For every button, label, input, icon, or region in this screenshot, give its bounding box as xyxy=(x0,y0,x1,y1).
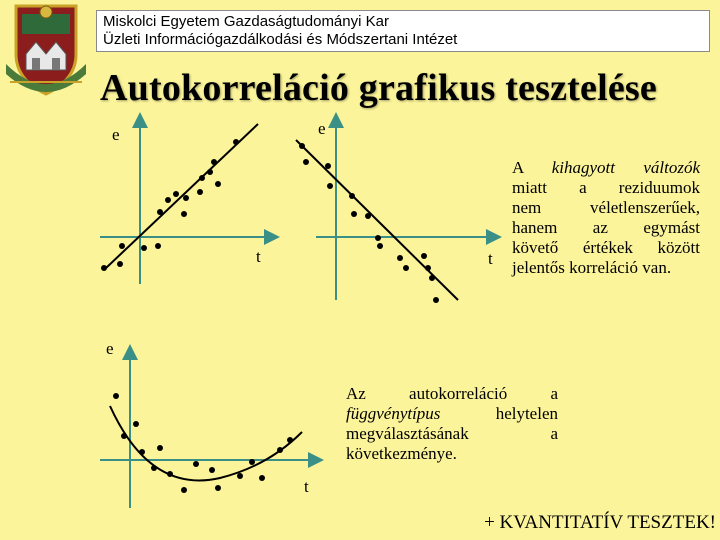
dots3-point-10 xyxy=(215,485,221,491)
form-function-type: függvénytípus xyxy=(346,404,441,423)
dots2-point-2 xyxy=(325,163,331,169)
plot-negative-trend xyxy=(296,119,494,303)
dots2-point-5 xyxy=(351,211,357,217)
plot3-curve xyxy=(110,406,302,480)
dots1-point-6 xyxy=(165,197,171,203)
dots3-point-2 xyxy=(133,421,139,427)
dots1-point-11 xyxy=(197,189,203,195)
dots3-point-3 xyxy=(139,449,145,455)
dots2-point-3 xyxy=(327,183,333,189)
dots3-point-5 xyxy=(157,445,163,451)
dots1-point-0 xyxy=(101,265,107,271)
dots2-point-10 xyxy=(403,265,409,271)
dots1-point-4 xyxy=(155,243,161,249)
explanation-line-4: hanem az egymást xyxy=(512,218,700,237)
dots2-point-8 xyxy=(377,243,383,249)
dots3-point-13 xyxy=(259,475,265,481)
dots1-point-13 xyxy=(207,169,213,175)
dots1-point-10 xyxy=(199,175,205,181)
plot1-e-label: e xyxy=(112,125,120,144)
dots3-point-14 xyxy=(277,447,283,453)
plot3-residual-points xyxy=(113,393,293,493)
dots2-point-11 xyxy=(421,253,427,259)
dots2-point-6 xyxy=(365,213,371,219)
dots1-point-9 xyxy=(181,211,187,217)
dots2-point-9 xyxy=(397,255,403,261)
slide-title: Autokorreláció grafikus tesztelése xyxy=(100,67,657,109)
dots3-point-4 xyxy=(151,465,157,471)
explanation-autocorrelation xyxy=(512,158,700,278)
institute-name: Üzleti Információgazdálkodási és Módszertani Intézet xyxy=(103,31,458,48)
plot1-residual-points xyxy=(101,139,239,271)
dots3-point-7 xyxy=(181,487,187,493)
dots2-point-13 xyxy=(429,275,435,281)
explanation-word-a: A xyxy=(512,158,524,177)
dots3-point-6 xyxy=(167,471,173,477)
dots1-point-7 xyxy=(173,191,179,197)
plot3-e-label: e xyxy=(106,339,114,358)
dots3-point-0 xyxy=(113,393,119,399)
explanation-functional-form xyxy=(346,384,558,464)
plot1-t-label: t xyxy=(256,247,261,266)
dots1-point-8 xyxy=(183,195,189,201)
dots1-point-2 xyxy=(117,261,123,267)
dots1-point-1 xyxy=(119,243,125,249)
explanation-line-5: követő értékek között xyxy=(512,238,700,257)
explanation-line-3: nem véletlenszerűek, xyxy=(512,198,700,217)
plot2-residual-points xyxy=(299,143,439,303)
dots2-point-0 xyxy=(299,143,305,149)
form-line-3: megválasztásának a xyxy=(346,424,558,443)
plot1-trend-line xyxy=(106,124,258,268)
form-line-4: következménye. xyxy=(346,444,457,463)
dots3-point-1 xyxy=(121,433,127,439)
dots3-point-8 xyxy=(193,461,199,467)
dots3-point-15 xyxy=(287,437,293,443)
plot2-e-label: e xyxy=(318,119,326,138)
dots2-point-1 xyxy=(303,159,309,165)
dots1-point-5 xyxy=(157,209,163,215)
plot2-t-label: t xyxy=(488,249,493,268)
explanation-omitted-variables: kihagyott változók xyxy=(551,158,700,177)
dots1-point-14 xyxy=(215,181,221,187)
explanation-line-6: jelentős korreláció van. xyxy=(512,258,672,277)
dots2-point-12 xyxy=(425,265,431,271)
dots3-point-9 xyxy=(209,467,215,473)
dots3-point-11 xyxy=(237,473,243,479)
dots1-point-15 xyxy=(233,139,239,145)
plot-positive-trend xyxy=(100,120,272,284)
plot-curved-pattern xyxy=(100,339,316,508)
form-line-1: Az autokorreláció a xyxy=(346,384,558,403)
plot3-t-label: t xyxy=(304,477,309,496)
dots2-point-7 xyxy=(375,235,381,241)
dots2-point-14 xyxy=(433,297,439,303)
explanation-line-2: miatt a reziduumok xyxy=(512,178,700,197)
quantitative-tests-note: + KVANTITATÍV TESZTEK! xyxy=(484,512,716,533)
faculty-name: Miskolci Egyetem Gazdaságtudományi Kar xyxy=(103,13,389,30)
dots3-point-12 xyxy=(249,459,255,465)
dots1-point-3 xyxy=(141,245,147,251)
dots1-point-12 xyxy=(211,159,217,165)
dots2-point-4 xyxy=(349,193,355,199)
form-line-2-rest: helytelen xyxy=(440,404,558,423)
